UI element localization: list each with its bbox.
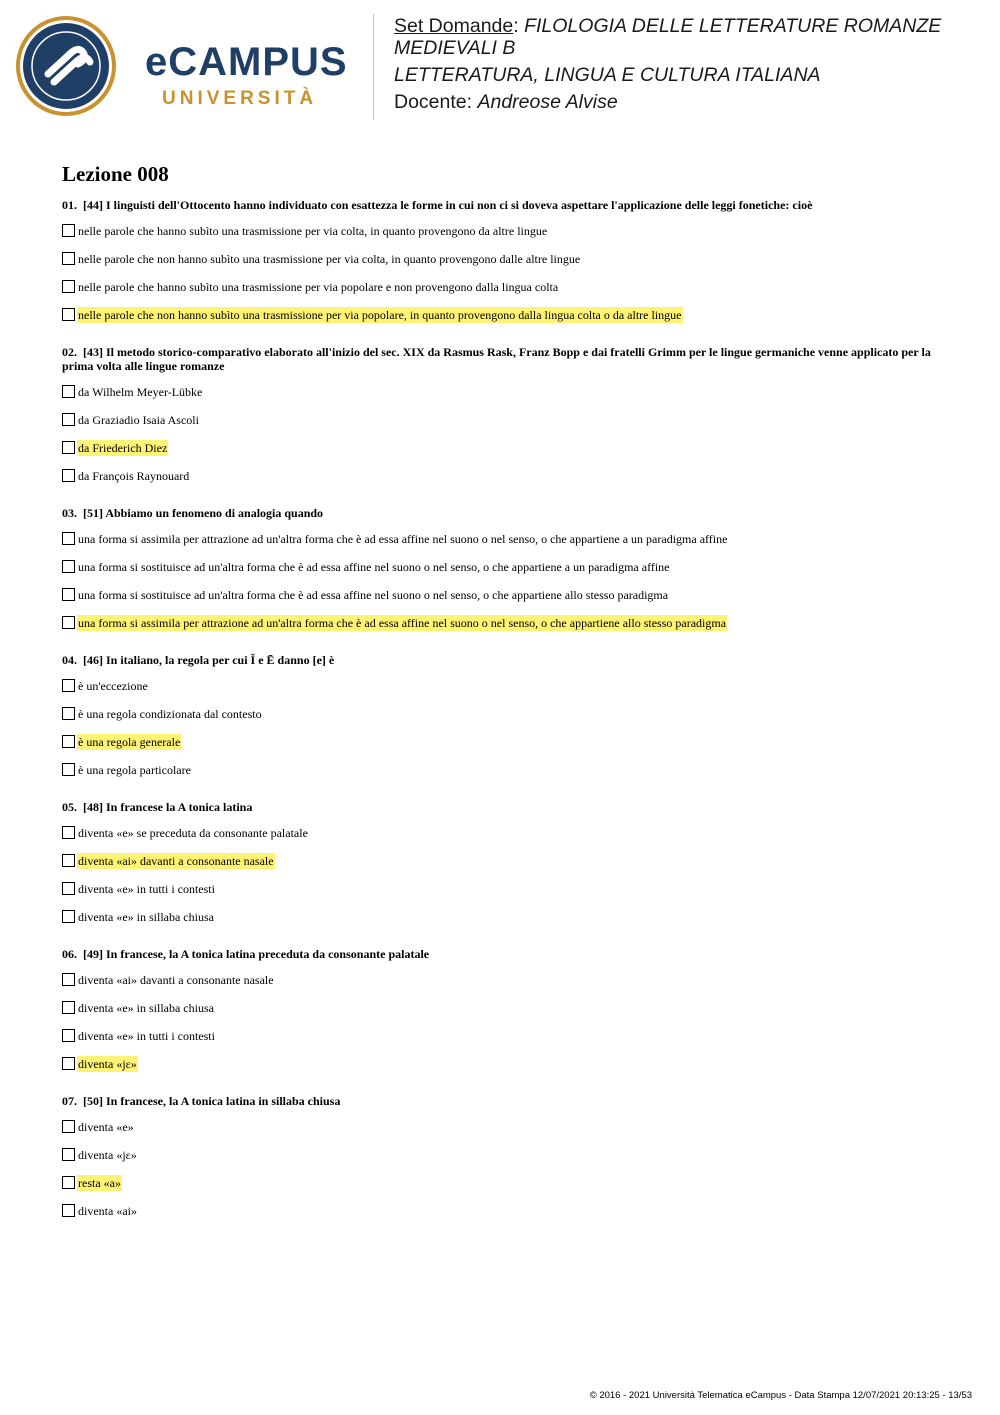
answer-checkbox[interactable] [62, 1057, 75, 1070]
question-number: 05. [62, 800, 77, 814]
answer-checkbox[interactable] [62, 385, 75, 398]
answer-text: diventa «e» in sillaba chiusa [78, 909, 214, 924]
answer-checkbox[interactable] [62, 973, 75, 986]
answer-option[interactable] [62, 530, 942, 547]
answer-option-correct[interactable] [62, 439, 942, 456]
answer-checkbox[interactable] [62, 413, 75, 426]
answer-checkbox[interactable] [62, 280, 75, 293]
answer-option[interactable] [62, 824, 942, 841]
question-number: 03. [62, 506, 77, 520]
answer-checkbox[interactable] [62, 1204, 75, 1217]
answer-checkbox[interactable] [62, 616, 75, 629]
answer-option[interactable] [62, 999, 942, 1016]
answer-option[interactable] [62, 250, 942, 267]
answer-checkbox[interactable] [62, 826, 75, 839]
answer-checkbox[interactable] [62, 1148, 75, 1161]
logo-wordmark: eCAMPUS [145, 40, 348, 84]
answer-checkbox[interactable] [62, 1120, 75, 1133]
question-text [62, 800, 942, 814]
answer-option[interactable] [62, 971, 942, 988]
question-06 [62, 947, 942, 1072]
teacher-name: Andreose Alvise [477, 91, 618, 113]
header-divider [373, 14, 374, 120]
answer-checkbox[interactable] [62, 252, 75, 265]
question-text [62, 506, 942, 520]
teacher-label: Docente: [394, 91, 473, 113]
answer-text: diventa «e» se preceduta da consonante palatale [78, 825, 308, 840]
question-number: 06. [62, 947, 77, 961]
answer-text: una forma si sostituisce ad un'altra forma che è ad essa affine nel suono o nel senso, o che appartiene a un paradigma affine [78, 559, 670, 574]
answer-text: diventa «e» in sillaba chiusa [78, 1000, 214, 1015]
ecampus-emblem-icon [14, 14, 134, 118]
answer-text-highlighted: diventa «jɛ» [78, 1056, 137, 1071]
answer-text: nelle parole che hanno subìto una trasmissione per via colta, in quanto provengono da altre lingue [78, 223, 548, 238]
answer-text-highlighted: diventa «ai» davanti a consonante nasale [78, 853, 274, 868]
answer-option[interactable] [62, 677, 942, 694]
answer-option[interactable] [62, 383, 942, 400]
course-line-1: FILOLOGIA DELLE LETTERATURE ROMANZE [524, 15, 942, 37]
answer-text-highlighted: una forma si assimila per attrazione ad un'altra forma che è ad essa affine nel suono o nel senso, o che appartiene allo stesso paradigma [78, 615, 727, 630]
question-number: 04. [62, 653, 77, 667]
answer-checkbox[interactable] [62, 560, 75, 573]
answer-option-correct[interactable] [62, 306, 942, 323]
course-line-3: LETTERATURA, LINGUA E CULTURA ITALIANA [394, 64, 821, 86]
page-footer: © 2016 - 2021 Università Telematica eCampus - Data Stampa 12/07/2021 20:13:25 - 13/53 [589, 1390, 972, 1401]
question-text [62, 653, 942, 667]
answer-text: diventa «e» in tutti i contesti [78, 1028, 215, 1043]
answer-checkbox[interactable] [62, 735, 75, 748]
question-text [62, 947, 942, 961]
set-label: Set Domande [394, 15, 514, 37]
answer-option-correct[interactable] [62, 1055, 942, 1072]
course-line-2: MEDIEVALI B [394, 37, 516, 59]
answer-checkbox[interactable] [62, 224, 75, 237]
answer-option[interactable] [62, 586, 942, 603]
answer-text: diventa «e» [78, 1119, 134, 1134]
question-text [62, 1094, 942, 1108]
answer-option[interactable] [62, 558, 942, 575]
answer-option[interactable] [62, 278, 942, 295]
question-prompt: [48] In francese la A tonica latina [83, 800, 253, 814]
question-07 [62, 1094, 942, 1219]
answer-option-correct[interactable] [62, 733, 942, 750]
answer-checkbox[interactable] [62, 707, 75, 720]
answer-checkbox[interactable] [62, 441, 75, 454]
question-prompt: [46] In italiano, la regola per cui Ĭ e Ē danno [e] è [83, 653, 335, 667]
answer-checkbox[interactable] [62, 679, 75, 692]
answer-text: nelle parole che hanno subìto una trasmissione per via popolare e non provengono dalla lingua colta [78, 279, 559, 294]
answer-checkbox[interactable] [62, 1001, 75, 1014]
answer-text: diventa «ai» davanti a consonante nasale [78, 972, 274, 987]
question-number: 02. [62, 345, 77, 359]
answer-option[interactable] [62, 222, 942, 239]
answer-checkbox[interactable] [62, 910, 75, 923]
answer-text-highlighted: resta «a» [78, 1175, 121, 1190]
answer-checkbox[interactable] [62, 854, 75, 867]
answer-text: una forma si assimila per attrazione ad un'altra forma che è ad essa affine nel suono o nel senso, o che appartiene a un paradigma affine [78, 531, 728, 546]
question-prompt: [44] I linguisti dell'Ottocento hanno individuato con esattezza le forme in cui non ci si doveva aspettare l'applicazione delle leggi fonetiche: cioè [83, 198, 813, 212]
answer-option[interactable] [62, 880, 942, 897]
answer-text: da Wilhelm Meyer-Lübke [78, 384, 203, 399]
answer-checkbox[interactable] [62, 308, 75, 321]
logo-subtitle: UNIVERSITÀ [162, 88, 318, 109]
answer-text: è una regola particolare [78, 762, 191, 777]
answer-checkbox[interactable] [62, 882, 75, 895]
answer-option[interactable] [62, 1027, 942, 1044]
answer-checkbox[interactable] [62, 532, 75, 545]
question-prompt: [51] Abbiamo un fenomeno di analogia quando [83, 506, 324, 520]
question-03 [62, 506, 942, 631]
question-01 [62, 198, 942, 323]
answer-text-highlighted: nelle parole che non hanno subìto una trasmissione per via popolare, in quanto provengono dalla lingua colta o da altre lingue [78, 307, 682, 322]
answer-text-highlighted: da Friederich Diez [78, 440, 168, 455]
answer-checkbox[interactable] [62, 1029, 75, 1042]
answer-option[interactable] [62, 411, 942, 428]
answer-option[interactable] [62, 908, 942, 925]
answer-text: una forma si sostituisce ad un'altra forma che è ad essa affine nel suono o nel senso, o che appartiene allo stesso paradigma [78, 587, 669, 602]
question-04 [62, 653, 942, 778]
answer-option[interactable] [62, 1118, 942, 1135]
answer-text: diventa «ai» [78, 1203, 137, 1218]
answer-text: da François Raynouard [78, 468, 190, 483]
answer-option[interactable] [62, 761, 942, 778]
answer-checkbox[interactable] [62, 469, 75, 482]
answer-text-highlighted: è una regola generale [78, 734, 181, 749]
question-text [62, 345, 942, 373]
question-02 [62, 345, 942, 484]
ecampus-logo [14, 14, 359, 118]
lesson-title: Lezione 008 [62, 162, 169, 186]
question-prompt: [49] In francese, la A tonica latina preceduta da consonante palatale [83, 947, 430, 961]
answer-checkbox[interactable] [62, 763, 75, 776]
answer-option[interactable] [62, 705, 942, 722]
answer-text: diventa «e» in tutti i contesti [78, 881, 215, 896]
answer-checkbox[interactable] [62, 588, 75, 601]
question-number: 01. [62, 198, 77, 212]
answer-option[interactable] [62, 1202, 942, 1219]
answer-option[interactable] [62, 1146, 942, 1163]
answer-text: è una regola condizionata dal contesto [78, 706, 262, 721]
question-prompt: [43] Il metodo storico-comparativo elaborato all'inizio del sec. XIX da Rasmus Rask, Franz Bopp e dai fratelli Grimm per le lingue germaniche venne applicato per la prima volta alle lingue romanze [62, 345, 931, 373]
answer-option[interactable] [62, 467, 942, 484]
question-list [62, 198, 942, 1241]
course-title: Set Domande: FILOLOGIA DELLE LETTERATURE ROMANZE [394, 15, 942, 37]
course-header [394, 15, 984, 113]
question-number: 07. [62, 1094, 77, 1108]
answer-option-correct[interactable] [62, 1174, 942, 1191]
answer-text: nelle parole che non hanno subìto una trasmissione per via colta, in quanto provengono dalle altre lingue [78, 251, 581, 266]
answer-option-correct[interactable] [62, 614, 942, 631]
teacher-line [394, 91, 984, 113]
answer-text: è un'eccezione [78, 678, 148, 693]
question-05 [62, 800, 942, 925]
question-text [62, 198, 942, 212]
answer-checkbox[interactable] [62, 1176, 75, 1189]
answer-text: diventa «jɛ» [78, 1147, 137, 1162]
question-prompt: [50] In francese, la A tonica latina in sillaba chiusa [83, 1094, 341, 1108]
answer-option-correct[interactable] [62, 852, 942, 869]
answer-text: da Graziadio Isaia Ascoli [78, 412, 199, 427]
